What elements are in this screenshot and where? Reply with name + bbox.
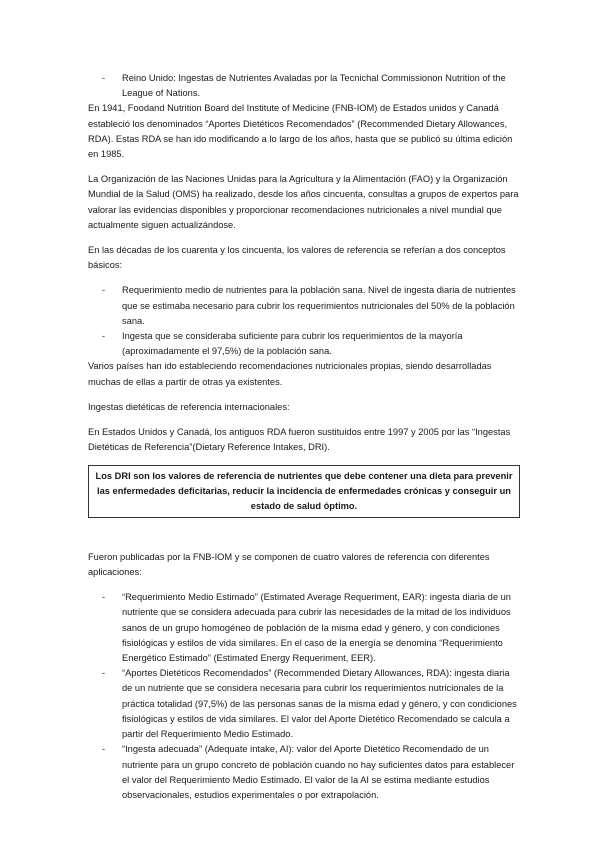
list-item-text: “Ingesta adecuada” (Adequate intake, AI): valor del Aporte Dietético Recomendado de un nutriente para un grupo concreto de población cuando no hay suficientes datos para establecer el valor del Requerimiento Medio Estimado. El valor de la AI se estima mediante estudios observacionales, estudios experimentales o por extrapolación.	[122, 744, 515, 800]
paragraph-international-heading: Ingestas dietéticas de referencia internacionales:	[88, 401, 290, 412]
dash-bullet: -	[102, 668, 106, 679]
list-item	[88, 283, 520, 329]
list-item-text: “Aportes Dietéticos Recomendados” (Recommended Dietary Allowances, RDA): ingesta diaria de un nutriente que se considera necesaria para cubrir los requerimientos nutricionales de la práctica totalidad (97,5%) de las personas sanas de la misma edad y género, y con condiciones fisiológicas y estilos de vida similares. El valor del Aporte Dietético Recomendado se calcula a partir del Requerimiento Medio Estimado.	[122, 668, 517, 740]
dash-bullet: -	[102, 285, 106, 296]
dri-definition-callout: Los DRI son los valores de referencia de nutrientes que debe contener una dieta para prevenir las enfermedades deficitarias, reducir la incidencia de enfermedades crónicas y conseguir un estado de salud óptimo.	[88, 465, 520, 517]
basic-concepts-list	[88, 283, 520, 359]
list-item	[88, 590, 520, 666]
paragraph-national-recommendations: Varios países han ido estableciendo recomendaciones nutricionales propias, siendo desarrolladas muchas de ellas a partir de otras ya existentes.	[88, 361, 492, 387]
list-item	[88, 71, 520, 101]
paragraph-fnb-iom-values: Fueron publicadas por la FNB-IOM y se componen de cuatro valores de referencia con diferentes aplicaciones:	[88, 551, 490, 578]
paragraph-fao-oms: La Organización de las Naciones Unidas para la Agricultura y la Alimentación (FAO) y la Organización Mundial de la Salud (OMS) ha realizado, desde los años cincuenta, consultas a grupos de expertos para valorar las evidencias disponibles y proporcionar recomendaciones nutricionales a nivel mundial que actualmente siguen actualizándose.	[88, 174, 519, 230]
dash-bullet: -	[102, 331, 106, 342]
spacer	[88, 528, 520, 550]
paragraph-rda-history: En 1941, Foodand Nutrition Board del Institute of Medicine (FNB-IOM) de Estados unidos y Canadá estableció los denominados “Aportes Dietéticos Recomendados” (Recommended Dietary Allowances, RDA). Estas RDA se han ido modificando a lo largo de los años, hasta que se publicó su última edición en 1985.	[88, 103, 513, 160]
list-item-text: Reino Unido: Ingestas de Nutrientes Avaladas por la Tecnichal Commissionon Nutrition of the League of Nations.	[122, 73, 506, 99]
reference-values-list	[88, 590, 520, 803]
dash-bullet: -	[102, 592, 106, 603]
list-item-text: “Requerimiento Medio Estimado” (Estimated Average Requeriment, EAR): ingesta diaria de un nutriente que se considera adecuada para cubrir las necesidades de la mitad de los individuos sanos de un grupo homogéneo de población de la misma edad y género, y con condiciones fisiológicas y estilos de vida similares. En el caso de la energía se denomina “Requerimiento Energético Estimado” (Estimated Energy Requeriment, EER).	[122, 592, 511, 664]
list-item-text: Ingesta que se consideraba suficiente para cubrir los requerimientos de la mayoría (aproximadamente el 97,5%) de la población sana.	[122, 331, 463, 357]
dash-bullet: -	[102, 744, 106, 755]
top-bullet-list	[88, 71, 520, 101]
dash-bullet: -	[102, 73, 106, 83]
list-item	[88, 329, 520, 359]
document-page	[88, 71, 520, 803]
paragraph-basic-concepts-intro: En las décadas de los cuarenta y los cincuenta, los valores de referencia se referían a dos conceptos básicos:	[88, 245, 506, 271]
list-item-text: Requerimiento medio de nutrientes para la población sana. Nivel de ingesta diaria de nutrientes que se estimaba necesario para cubrir los requerimientos nutricionales del 50% de la población sana.	[122, 285, 516, 326]
list-item	[88, 742, 520, 803]
list-item	[88, 666, 520, 742]
paragraph-dri-replacement: En Estados Unidos y Canadá, los antiguos RDA fueron sustituidos entre 1997 y 2005 por las “Ingestas Dietéticas de Referencia”(Dietary Reference Intakes, DRI).	[88, 427, 511, 453]
